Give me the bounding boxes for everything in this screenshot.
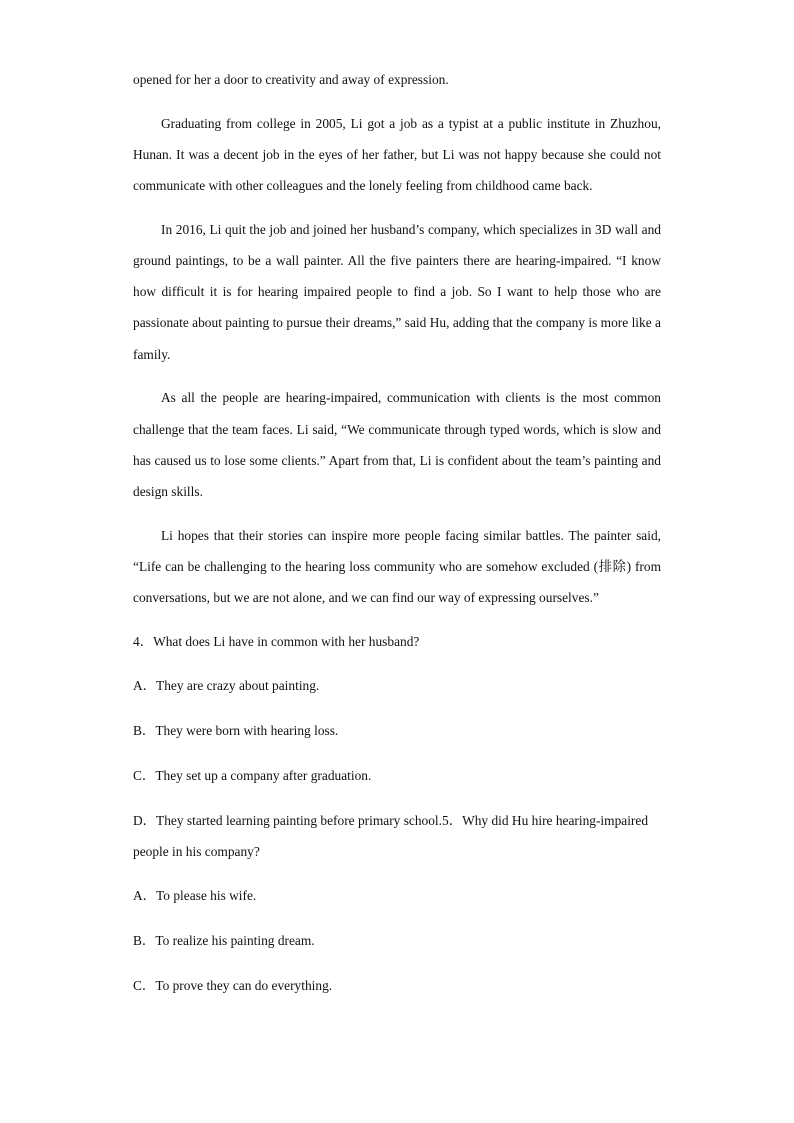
passage-paragraph-4: Li hopes that their stories can inspire more people facing similar battles. The painter said, “Life can be challenging to the hearing loss community who are somehow excluded (排除) from conversations, but we are not alone, and we can find our way of expressing ourselves.” [133,527,661,606]
question-5-option-a: A．To please his wife. [133,888,257,904]
question-5-option-b: B．To realize his painting dream. [133,933,315,949]
question-5-stem: 5．Why did Hu hire hearing-impaired people in his company? [133,812,649,859]
question-4-option-d: D．They started learning painting before primary school. [133,812,443,828]
passage-paragraph-3: As all the people are hearing-impaired, communication with clients is the most common challenge that the team faces. Li said, “We communicate through typed words, which is slow and has caused us to lose some clients.” Apart from that, Li is confident about the team’s painting and design skills. [133,390,661,499]
question-4-stem: 4．What does Li have in common with her husband? [133,633,420,649]
question-4-option-c: C．They set up a company after graduation. [133,767,372,783]
question-4-option-b: B．They were born with hearing loss. [133,723,339,739]
question-5-option-c: C．To prove they can do everything. [133,977,333,993]
passage-continuation: opened for her a door to creativity and away of expression. [133,72,449,87]
question-4-option-d-and-question-5-stem [133,805,661,867]
passage-paragraph-1: Graduating from college in 2005, Li got a job as a typist at a public institute in Zhuzhou, Hunan. It was a decent job in the eyes of her father, but Li was not happy because she could not communicate with other colleagues and the lonely feeling from childhood came back. [133,115,661,194]
passage-paragraph-2: In 2016, Li quit the job and joined her husband’s company, which specializes in 3D wall and ground paintings, to be a wall painter. All the five painters there are hearing-impaired. “I know how difficult it is for hearing impaired people to find a job. So I want to help those who are passionate about painting to pursue their dreams,” said Hu, adding that the company is more like a family. [133,221,661,362]
question-4-option-a: A．They are crazy about painting. [133,678,320,694]
document-page [133,64,661,1001]
